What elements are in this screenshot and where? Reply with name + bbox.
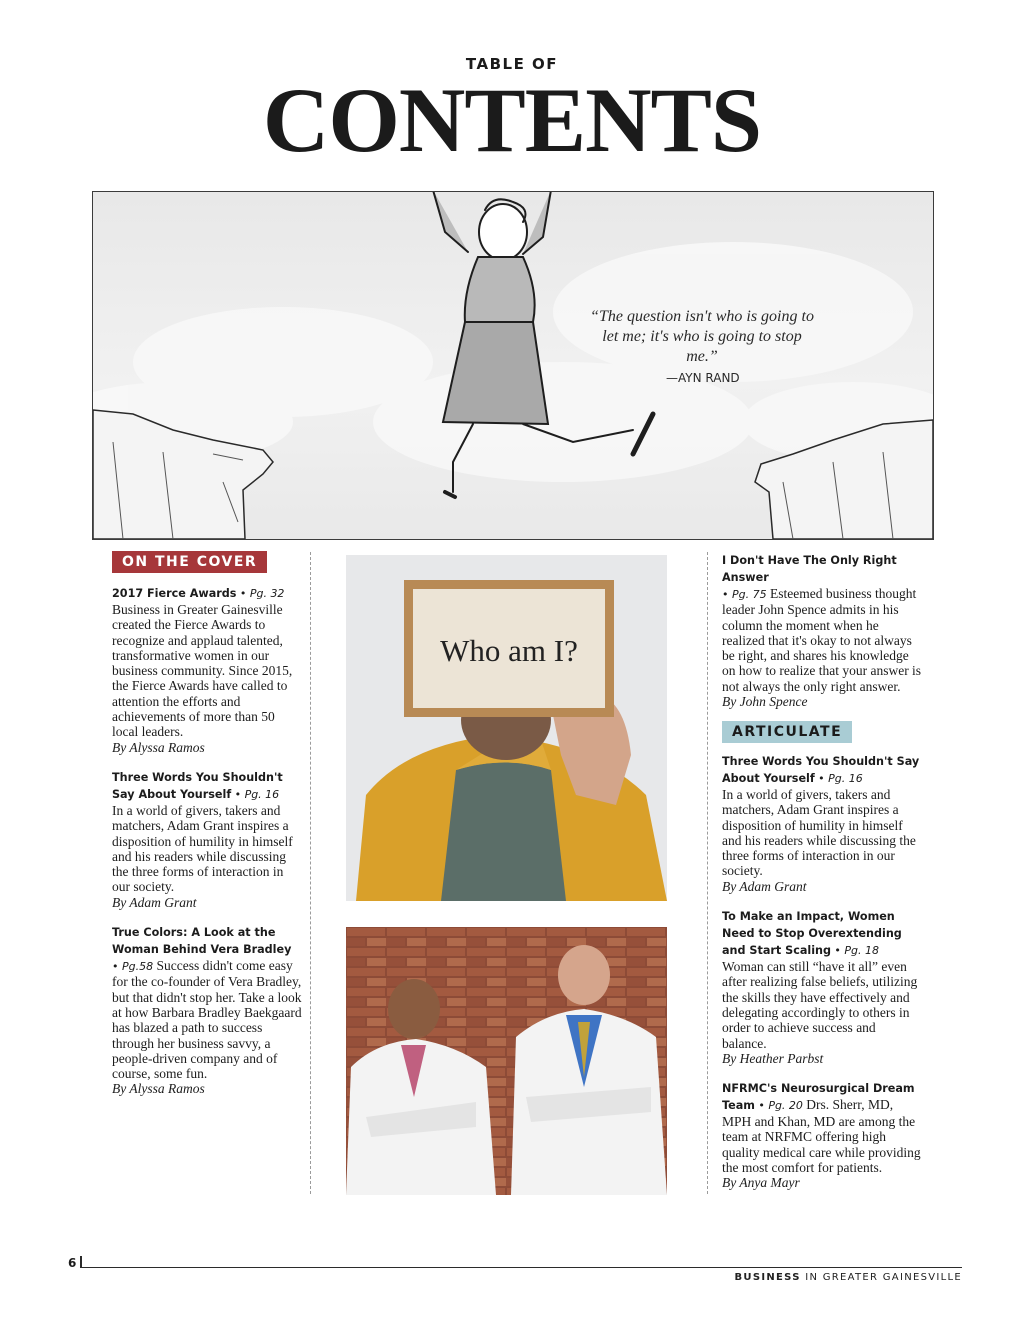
entry-body: Success didn't come easy for the co-founder of Vera Bradley, but that didn't stop her. Take a look at how Barbara Bradley Baekgaard has blazed a path to success through her business savvy, a people-driven company and of course, some fun. [112,958,302,1082]
entry-page: • Pg. 20 [758,1099,803,1113]
entry-body: Business in Greater Gainesville created the Fierce Awards to recognize and applaud talented, transformative women in our business community. Since 2015, the Fierce Awards have called to attention the efforts and achievements of more than 50 local leaders. [112,602,293,740]
right-column-top [722,552,922,723]
right-column-bottom [722,753,922,1205]
entry-byline: By Alyssa Ramos [112,1081,205,1097]
entry-byline: By John Spence [722,694,808,710]
entry-body: Woman can still “have it all” even after realizing false beliefs, utilizing the skills they have effectively and delegating accordingly to others in order to achieve success and balance. [722,959,918,1051]
quote-author: —AYN RAND [666,371,740,385]
page-number: 6 [68,1256,77,1270]
entry-title: I Don't Have The Only Right Answer [722,554,897,584]
articulate-label: ARTICULATE [722,721,852,743]
toc-entry[interactable] [722,908,922,1066]
column-divider [707,552,708,1194]
entry-body: In a world of givers, takers and matchers, Adam Grant inspires a disposition of humility in himself and his readers while discussing the three forms of interaction in our society. [112,802,293,895]
entry-page: • Pg. 18 [834,944,879,958]
magazine-name [735,1272,963,1283]
entry-title: To Make an Impact, Women Need to Stop Overextending and Start Scaling [722,910,902,958]
entry-body: Drs. Sherr, MD, MPH and Khan, MD are among the team at NRFMC offering high quality medical care while providing the most comfort for patients. [722,1097,921,1176]
entry-page: • Pg. 75 [722,588,767,601]
toc-entry[interactable] [722,552,922,709]
page-title: CONTENTS [262,69,762,171]
toc-entry[interactable] [722,753,922,894]
entry-byline: By Adam Grant [112,894,197,910]
toc-entry[interactable] [112,924,302,1097]
photo-illustration [346,927,667,1195]
doctors-photo [346,927,667,1195]
magazine-name-rest: IN GREATER GAINESVILLE [800,1272,962,1283]
entry-page: • Pg. 32 [239,587,285,600]
entry-body: Esteemed business thought leader John Spence admits in his column the moment when he realized that it's okay to not always be right, and shares his knowledge on how to realize that your answer is not always the only right answer. [722,586,922,694]
toc-entry[interactable] [112,585,302,755]
entry-page: • Pg. 16 [818,772,863,785]
entry-title: Three Words You Shouldn't Say About Yourself [722,755,920,785]
magazine-name-bold: BUSINESS [734,1272,801,1283]
entry-byline: By Anya Mayr [722,1175,800,1191]
left-column [112,585,302,1111]
entry-title: Three Words You Shouldn't Say About Yourself [112,770,283,801]
cover-photo-who-am-i [346,555,667,901]
entry-page: • Pg.58 [112,960,154,974]
on-the-cover-label: ON THE COVER [112,551,267,573]
entry-title: NFRMC's Neurosurgical Dream Team [722,1082,915,1113]
footer-rule [82,1267,962,1268]
hero-quote: “The question isn't who is going to let me; it's who is going to stop me.” [590,308,814,365]
entry-body: In a world of givers, takers and matchers, Adam Grant inspires a disposition of humility in himself and his readers while discussing the three forms of interaction in our society. [722,787,916,879]
column-divider [310,552,311,1194]
entry-title: 2017 Fierce Awards [112,587,237,600]
sign-text: Who am I? [440,633,578,668]
entry-byline: By Alyssa Ramos [112,739,205,755]
entry-title: True Colors: A Look at the Woman Behind Vera Bradley [112,926,292,957]
entry-page: • Pg. 16 [234,787,280,801]
entry-byline: By Heather Parbst [722,1050,824,1066]
page-kicker: TABLE OF [465,55,559,73]
photo-illustration [346,555,667,901]
entry-byline: By Adam Grant [722,878,807,894]
toc-entry[interactable] [722,1080,922,1190]
toc-entry[interactable] [112,769,302,910]
